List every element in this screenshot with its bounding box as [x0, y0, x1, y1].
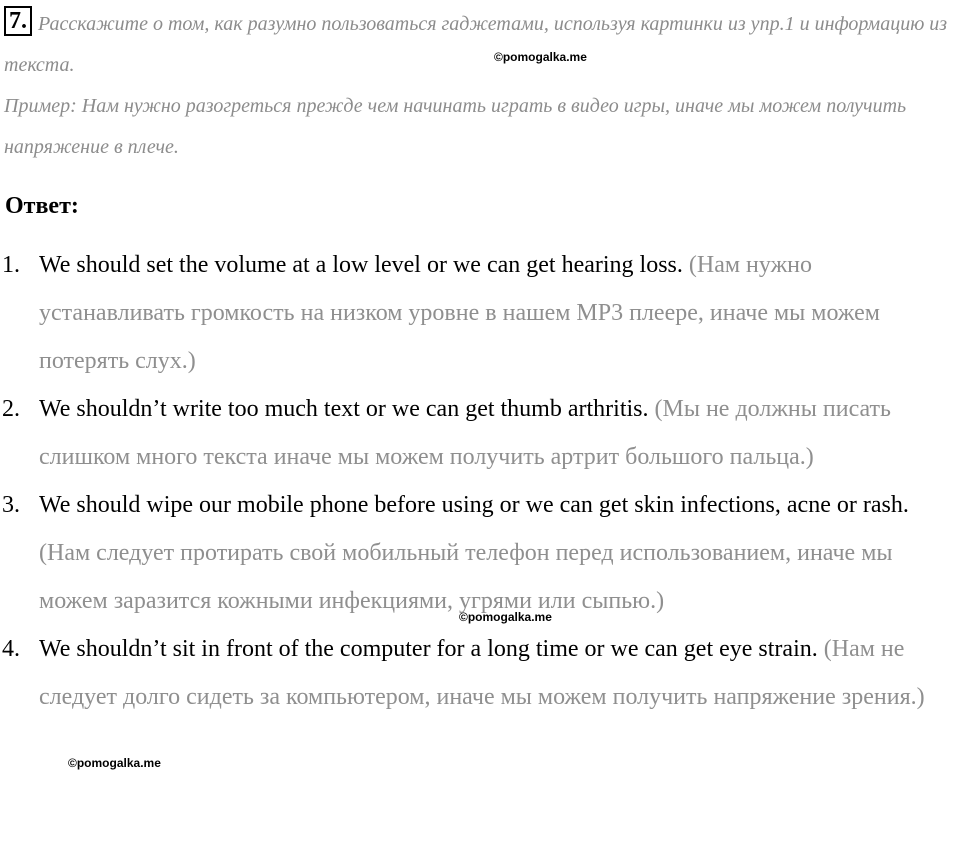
answer-english: We shouldn’t write too much text or we can get thumb arthritis.	[39, 396, 649, 422]
task-number: 7.	[4, 6, 32, 36]
answer-list	[0, 241, 958, 721]
answer-english: We should set the volume at a low level or we can get hearing loss.	[39, 252, 683, 278]
answer-heading: Ответ:	[5, 193, 79, 219]
answer-translation: (Нам не следует долго сидеть за компьютером, иначе мы можем получить напряжение зрения.)	[39, 636, 925, 710]
answer-number: 2.	[2, 396, 20, 422]
answer-number: 3.	[2, 492, 20, 518]
watermark: ©pomogalka.me	[68, 756, 161, 770]
answer-translation: (Мы не должны писать слишком много текста иначе мы можем получить артрит большого пальца.)	[39, 396, 891, 470]
watermark: ©pomogalka.me	[459, 610, 552, 624]
task-example: Пример: Нам нужно разогреться прежде чем начинать играть в видео игры, иначе мы можем получить напряжение в плече.	[4, 95, 907, 158]
answer-translation: (Нам следует протирать свой мобильный телефон перед использованием, иначе мы можем заразится кожными инфекциями, угрями или сыпью.)	[39, 540, 893, 614]
answer-translation: (Нам нужно устанавливать громкость на низком уровне в нашем MP3 плеере, иначе мы можем потерять слух.)	[39, 252, 880, 374]
answer-number: 4.	[2, 636, 20, 662]
answer-english: We should wipe our mobile phone before using or we can get skin infections, acne or rash.	[39, 492, 909, 518]
task-block	[4, 4, 954, 168]
task-instruction-paragraph	[4, 4, 954, 86]
watermark: ©pomogalka.me	[494, 50, 587, 64]
answer-item	[0, 481, 958, 625]
answer-item	[0, 625, 958, 721]
answer-english: We shouldn’t sit in front of the computer for a long time or we can get eye strain.	[39, 636, 818, 662]
answer-item	[0, 385, 958, 481]
answer-number: 1.	[2, 252, 20, 278]
task-instruction: Расскажите о том, как разумно пользоваться гаджетами, используя картинки из упр.1 и информацию из текста.	[4, 13, 948, 76]
answer-item	[0, 241, 958, 385]
